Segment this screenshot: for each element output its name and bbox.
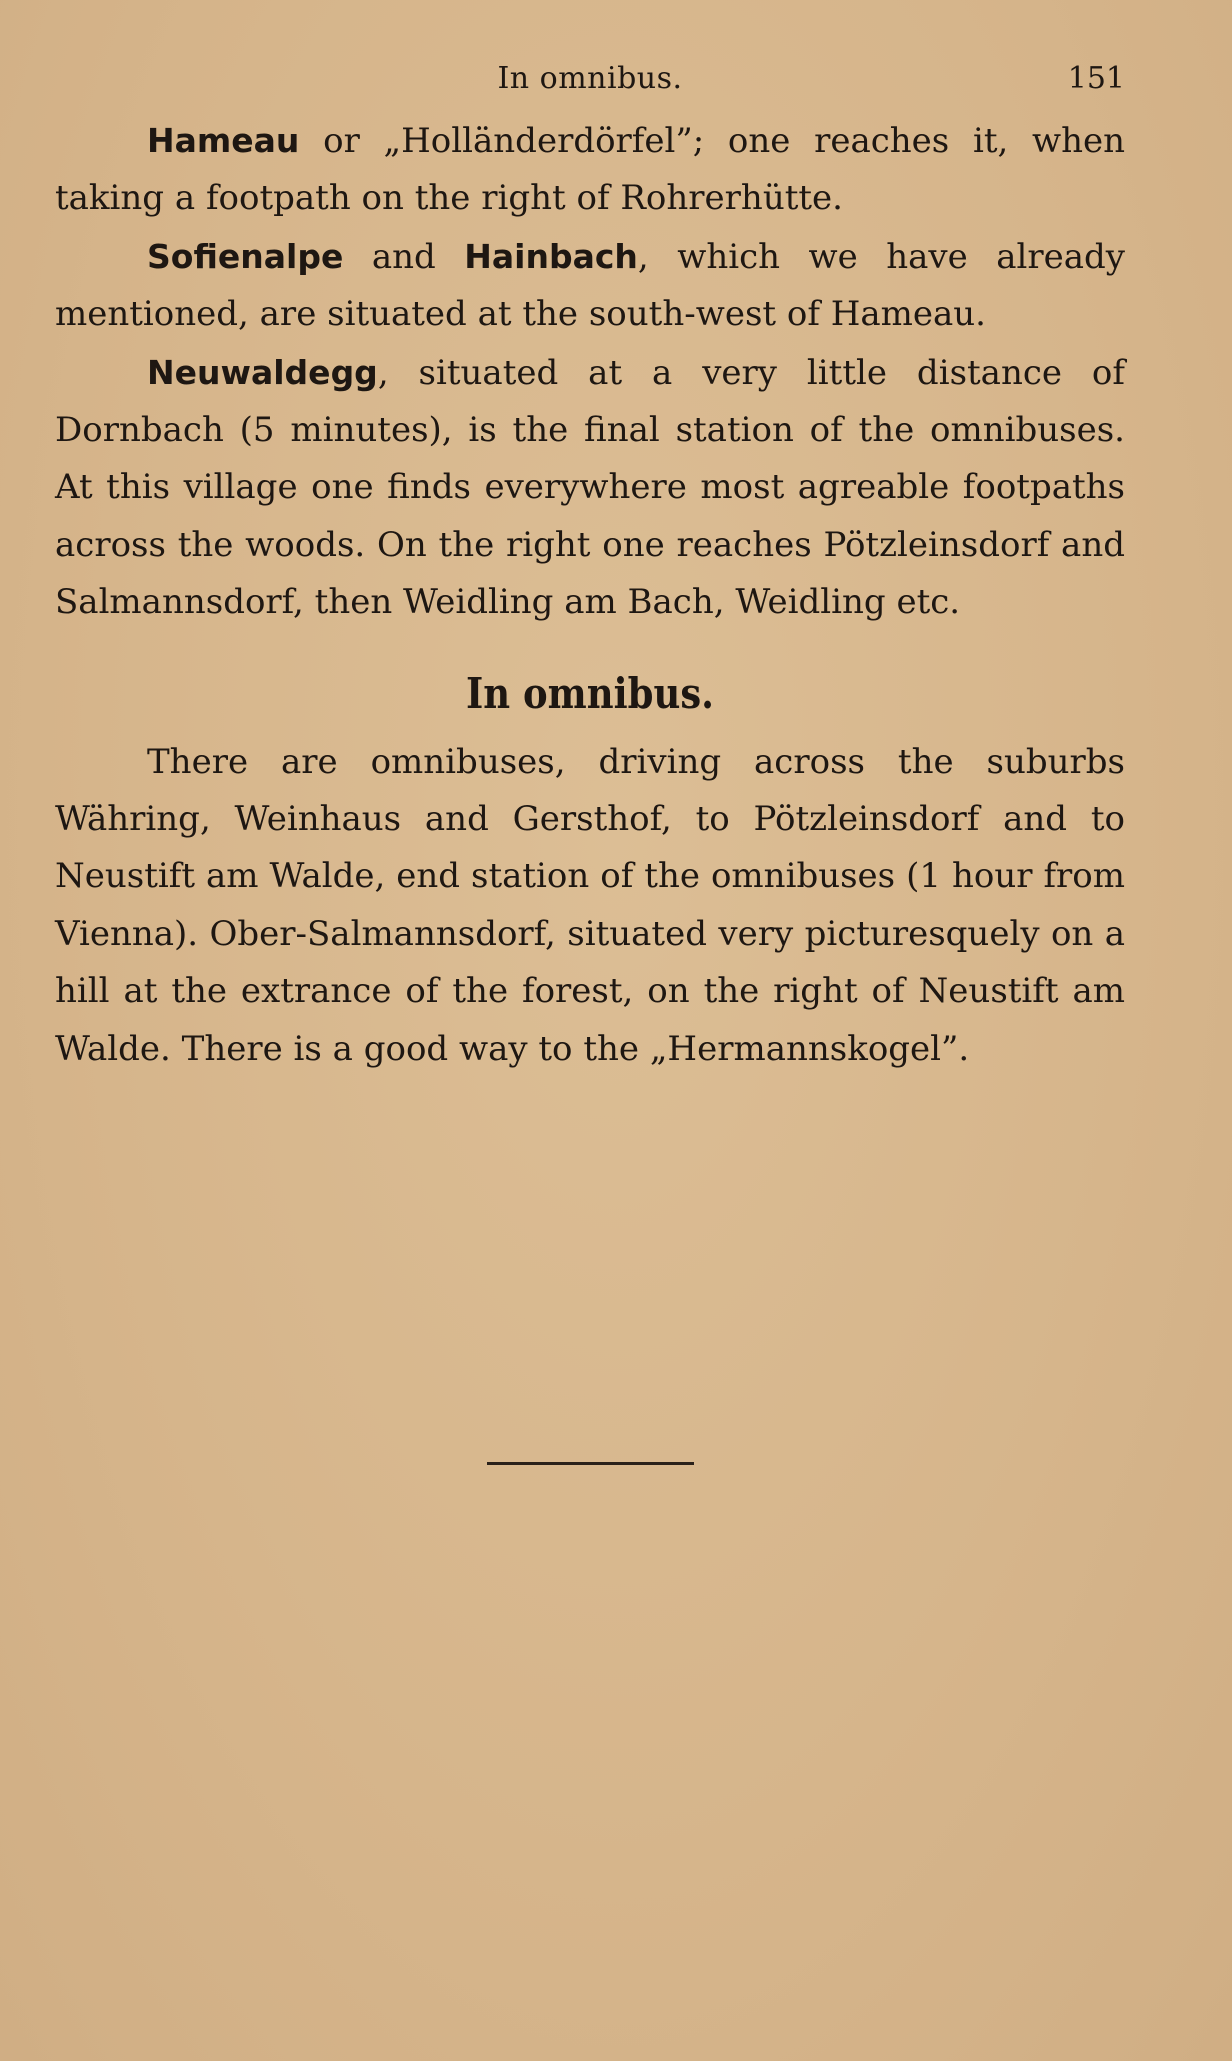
page-number: 151 [1067, 61, 1125, 96]
term-hainbach: Hainbach [464, 236, 638, 276]
paragraph-omnibus: There are omnibuses, driving across the suburbs Währing, Weinhaus and Gersthof, to Pötzleinsdorf and to Neustift am Walde, end station of the omnibuses (1 hour from Vienna). Ober-Salmannsdorf, situated very picturesquely on a hill at the extrance of the forest, on the right of Neustift am Walde. There is a good way to the „Hermannskogel”. [55, 741, 1125, 1069]
body-text [55, 112, 1125, 1078]
running-head [55, 58, 1125, 100]
paragraph-sofienalpe-text-2: , which we have already mentioned, are situated at the south-west of Hameau. [55, 236, 1125, 335]
paragraph-sofienalpe [55, 228, 1125, 344]
term-neuwaldegg: Neuwaldegg [147, 352, 378, 392]
section-heading: In omnibus. [465, 668, 715, 718]
paragraph-hameau [55, 112, 1125, 228]
paragraph-neuwaldegg [55, 344, 1125, 632]
paragraph-sofienalpe-text-1: and [343, 236, 465, 277]
paragraph-neuwaldegg-text: , situated at a very little distance of Dornbach (5 minutes), is the final station of the omnibuses. At this village one finds everywhere most agreable footpaths across the woods. On the right one reaches Pötzleinsdorf and Salmannsdorf, then Weidling am Bach, Weidling etc. [55, 352, 1125, 623]
end-rule [487, 1462, 694, 1465]
paragraph-hameau-text: or „Holländerdörfel”; one reaches it, when taking a footpath on the right of Rohrerhütte. [55, 121, 1125, 219]
book-page [55, 58, 1125, 1078]
term-sofienalpe: Sofienalpe [147, 236, 344, 276]
term-hameau: Hameau [147, 121, 300, 160]
running-title: In omnibus. [497, 61, 683, 96]
